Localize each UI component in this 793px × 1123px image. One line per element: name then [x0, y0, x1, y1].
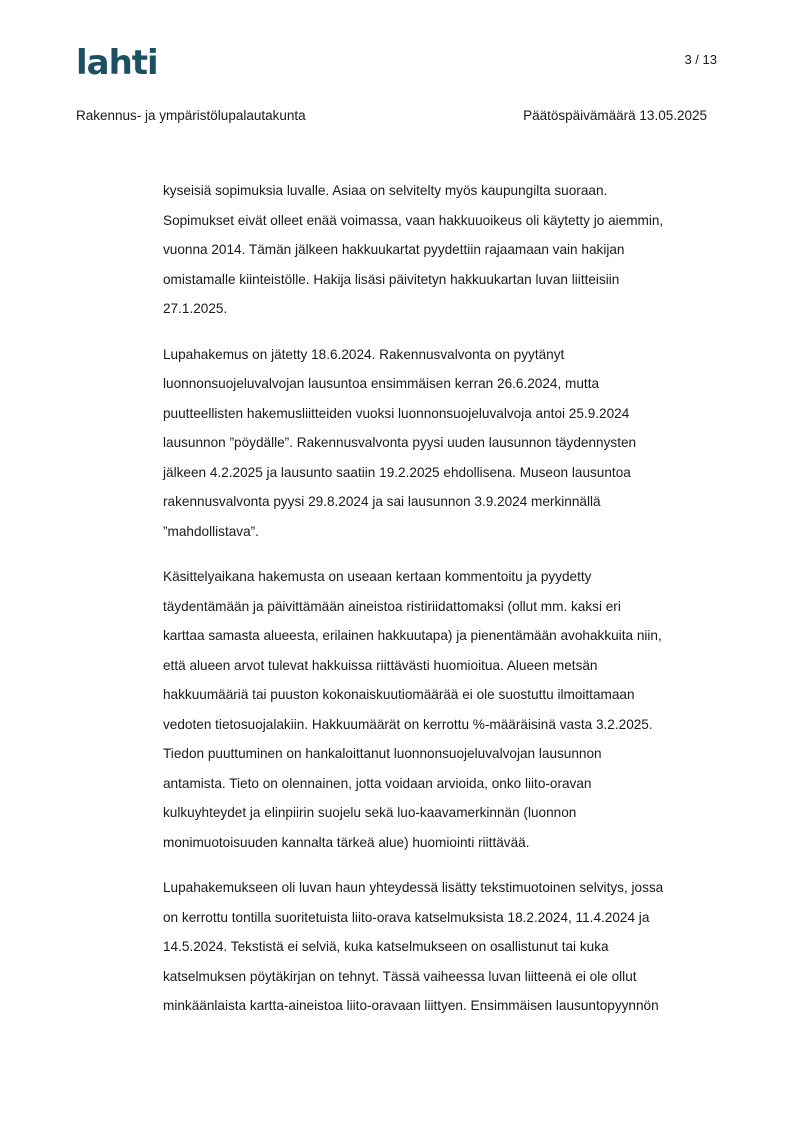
paragraph-1	[163, 176, 718, 324]
text-line: rakennusvalvonta pyysi 29.8.2024 ja sai lausunnon 3.9.2024 merkinnällä	[163, 494, 601, 509]
document-header	[76, 108, 707, 123]
paragraph-3	[163, 562, 718, 857]
text-line: puutteellisten hakemusliitteiden vuoksi luonnonsuojeluvalvoja antoi 25.9.2024	[163, 405, 630, 421]
paragraph-2	[163, 340, 718, 547]
text-line: lausunnon ”pöydälle”. Rakennusvalvonta pyysi uuden lausunnon täydennysten	[163, 435, 637, 450]
committee-name: Rakennus- ja ympäristölupalautakunta	[76, 108, 306, 123]
text-line: täydentämään ja päivittämään aineistoa ristiriidattomaksi (ollut mm. kaksi eri	[163, 598, 621, 614]
text-line: kyseisiä sopimuksia luvalle. Asiaa on selvitelty myös kaupungilta suoraan.	[163, 183, 608, 198]
text-line: monimuotoisuuden kannalta tärkeä alue) huomiointi riittävää.	[163, 834, 530, 850]
text-line: luonnonsuojeluvalvojan lausuntoa ensimmäisen kerran 26.6.2024, mutta	[163, 376, 600, 391]
paragraph-4	[163, 873, 718, 1021]
text-line: Lupahakemus on jätetty 18.6.2024. Rakennusvalvonta on pyytänyt	[163, 346, 565, 362]
text-line: 14.5.2024. Tekstistä ei selviä, kuka katselmukseen on osallistunut tai kuka	[163, 939, 609, 954]
page-number: 3 / 13	[684, 52, 717, 67]
text-line: että alueen arvot tulevat hakkuissa riittävästi huomioitua. Alueen metsän	[163, 657, 598, 673]
text-line: Käsittelyaikana hakemusta on useaan kertaan kommentoitu ja pyydetty	[163, 569, 592, 584]
text-line: omistamalle kiinteistölle. Hakija lisäsi päivitetyn hakkuukartan luvan liitteisiin	[163, 271, 620, 287]
text-line: kulkuyhteydet ja elinpiirin suojelu sekä luo-kaavamerkinnän (luonnon	[163, 805, 577, 820]
text-line: minkäänlaista kartta-aineistoa liito-oravaan liittyen. Ensimmäisen lausuntopyynnön	[163, 998, 659, 1013]
text-line: antamista. Tieto on olennainen, jotta voidaan arvioida, onko liito-oravan	[163, 775, 592, 791]
text-line: Tiedon puuttuminen on hankaloittanut luonnonsuojeluvalvojan lausunnon	[163, 746, 602, 761]
text-line: katselmuksen pöytäkirjan on tehnyt. Tässä vaiheessa luvan liitteenä ei ole ollut	[163, 968, 637, 984]
text-line: Lupahakemukseen oli luvan haun yhteydessä lisätty tekstimuotoinen selvitys, jossa	[163, 880, 664, 895]
text-line: ”mahdollistava”.	[163, 523, 259, 539]
text-line: Sopimukset eivät olleet enää voimassa, vaan hakkuuoikeus oli käytetty jo aiemmin,	[163, 212, 664, 228]
text-line: karttaa samasta alueesta, erilainen hakkuutapa) ja pienentämään avohakkuita niin,	[163, 628, 662, 643]
lahti-logo: lahti	[76, 43, 158, 83]
document-body	[163, 176, 718, 1037]
text-line: on kerrottu tontilla suoritetuista liito-orava katselmuksista 18.2.2024, 11.4.2024 ja	[163, 909, 650, 925]
text-line: jälkeen 4.2.2025 ja lausunto saatiin 19.2.2025 ehdollisena. Museon lausuntoa	[163, 464, 631, 480]
text-line: vuonna 2014. Tämän jälkeen hakkuukartat pyydettiin rajaamaan vain hakijan	[163, 242, 625, 257]
text-line: vedoten tietosuojalakiin. Hakkuumäärät on kerrottu %-määräisinä vasta 3.2.2025.	[163, 716, 653, 732]
decision-date: Päätöspäivämäärä 13.05.2025	[523, 108, 707, 123]
text-line: hakkuumääriä tai puuston kokonaiskuutiomäärää ei ole suostuttu ilmoittamaan	[163, 687, 635, 702]
text-line: 27.1.2025.	[163, 301, 228, 316]
